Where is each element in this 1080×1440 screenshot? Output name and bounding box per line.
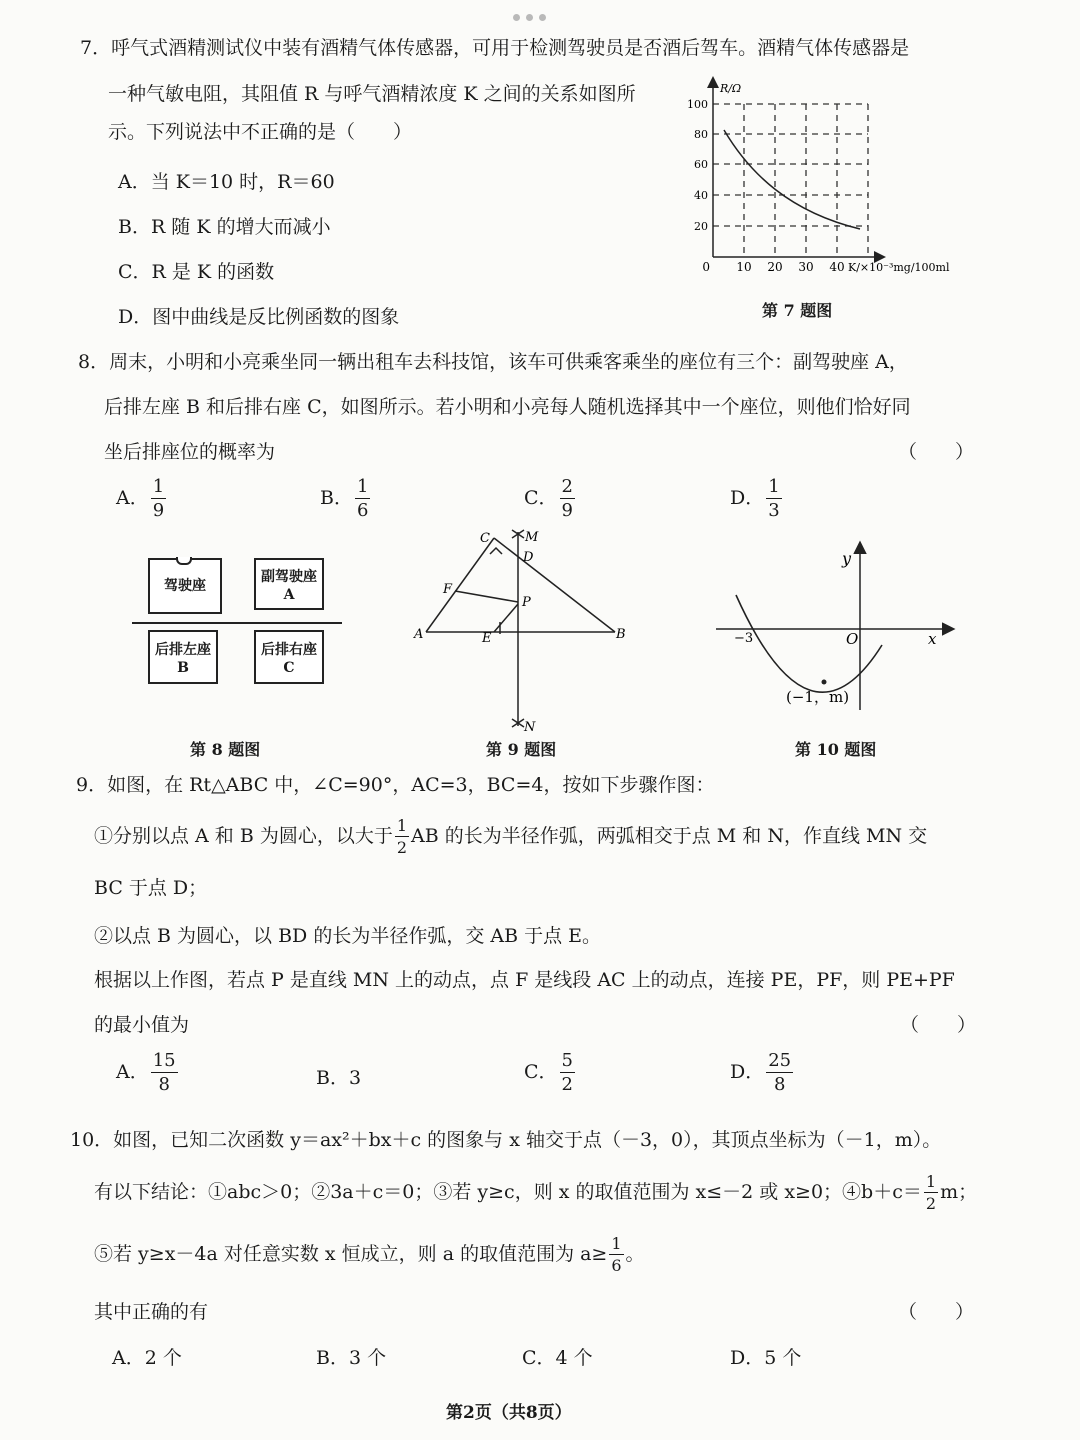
q10-answer-paren[interactable]: （ ）	[898, 1301, 975, 1323]
q7-option-b[interactable]: B．R 随 K 的增大而减小	[118, 216, 331, 238]
seat-driver: 驾驶座	[148, 558, 222, 614]
segment-ep	[494, 604, 518, 632]
q7-stem-line1: 7．呼气式酒精测试仪中装有酒精气体传感器，可用于检测驾驶员是否酒后驾车。酒精气体传感器是	[80, 37, 910, 59]
q9-stem-line3: BC 于点 D；	[94, 877, 208, 899]
q10-vertex-point	[822, 680, 827, 685]
label-e: E	[482, 631, 492, 646]
seat-copilot: 副驾驶座 A	[254, 558, 324, 610]
q7-option-c[interactable]: C．R 是 K 的函数	[118, 261, 275, 283]
q7-origin: 0	[702, 260, 710, 274]
q10-option-c[interactable]: C．4 个	[522, 1347, 593, 1369]
q10-stem-line1: 10．如图，已知二次函数 y＝ax²＋bx＋c 的图象与 x 轴交于点（－3，0），其顶点坐标为（－1，m）。	[70, 1129, 942, 1151]
more-dots-icon[interactable]	[510, 6, 549, 25]
q7-y-tick: 60	[694, 158, 708, 171]
q10-root-label: −3	[734, 631, 754, 646]
q9-option-a[interactable]: A． $\frac{15}{8}$	[116, 1050, 176, 1095]
q10-origin-label: O	[846, 630, 859, 648]
q7-x-axis-label: K/×10⁻³mg/100ml	[848, 261, 950, 274]
q9-figure-caption: 第 9 题图	[486, 740, 557, 759]
q7-y-tick: 100	[687, 98, 708, 111]
label-m: M	[525, 530, 539, 545]
segment-fp	[455, 591, 518, 602]
q8-option-d[interactable]: D． $\frac{1}{3}$	[730, 476, 780, 521]
q8-option-c[interactable]: C． $\frac{2}{9}$	[524, 476, 573, 521]
seat-rear-right: 后排右座 C	[254, 630, 324, 684]
q7-graph	[680, 74, 960, 284]
q10-option-b[interactable]: B．3 个	[316, 1347, 387, 1369]
q7-y-tick: 40	[694, 189, 708, 202]
q9-answer-paren[interactable]: （ ）	[900, 1014, 977, 1036]
label-f: F	[443, 582, 453, 597]
label-b: B	[616, 627, 626, 642]
label-n: N	[524, 720, 536, 734]
seat-divider	[132, 622, 342, 624]
q8-option-b[interactable]: B． $\frac{1}{6}$	[320, 476, 369, 521]
q7-grid	[713, 104, 868, 257]
label-d: D	[523, 550, 534, 565]
q8-option-a[interactable]: A． $\frac{1}{9}$	[116, 476, 165, 521]
page-footer: 第2页（共8页）	[446, 1403, 572, 1423]
q10-stem-line4: 其中正确的有	[94, 1301, 209, 1323]
q10-figure-caption: 第 10 题图	[795, 740, 877, 759]
q7-y-axis-label: R/Ω	[720, 82, 742, 95]
q10-y-label: y	[842, 549, 852, 568]
q9-stem-line6: 的最小值为	[94, 1014, 190, 1036]
q9-option-d[interactable]: D． $\frac{25}{8}$	[730, 1050, 792, 1095]
q7-y-tick: 20	[694, 220, 708, 233]
q7-x-tick: 20	[767, 260, 783, 274]
q9-option-b[interactable]: B．3	[316, 1067, 362, 1089]
right-angle-mark	[490, 548, 502, 554]
q9-option-c[interactable]: C． $\frac{5}{2}$	[524, 1050, 573, 1095]
q10-x-label: x	[928, 630, 937, 648]
q7-x-tick: 10	[736, 260, 752, 274]
q10-vertex-label: (−1，m)	[786, 688, 850, 706]
q10-option-d[interactable]: D．5 个	[730, 1347, 802, 1369]
q8-answer-paren[interactable]: （ ）	[898, 441, 975, 463]
q7-x-tick: 40	[829, 260, 845, 274]
q8-stem-line1: 8．周末，小明和小亮乘坐同一辆出租车去科技馆，该车可供乘客乘坐的座位有三个：副驾驶座 A，	[78, 351, 908, 373]
q9-stem-line4: ②以点 B 为圆心，以 BD 的长为半径作弧，交 AB 于点 E。	[94, 925, 601, 947]
q8-stem-line2: 后排左座 B 和后排右座 C，如图所示。若小明和小亮每人随机选择其中一个座位，则他们恰好同	[104, 396, 911, 418]
q9-triangle-figure	[410, 524, 640, 734]
seat-notch-icon	[176, 557, 192, 565]
q9-stem-line5: 根据以上作图，若点 P 是直线 MN 上的动点，点 F 是线段 AC 上的动点，连接 PE，PF，则 PE+PF	[94, 969, 955, 991]
segment-cb	[494, 538, 615, 632]
q7-figure-caption: 第 7 题图	[762, 301, 833, 320]
q10-stem-line2: 有以下结论：①abc＞0；②3a＋c＝0；③若 y≥c，则 x 的取值范围为 x≤－2 或 x≥0；④b＋c＝ $\frac{1}{2}$ m；	[94, 1172, 978, 1213]
q7-stem-line2: 一种气敏电阻，其阻值 R 与呼气酒精浓度 K 之间的关系如图所	[108, 83, 636, 105]
q10-option-a[interactable]: A．2 个	[112, 1347, 182, 1369]
q9-stem-line2: ①分别以点 A 和 B 为圆心，以大于 $\frac{1}{2}$ AB 的长为半径作弧，两弧相交于点 M 和 N，作直线 MN 交	[94, 816, 928, 857]
q7-x-tick: 30	[798, 260, 814, 274]
q8-stem-line3: 坐后排座位的概率为	[104, 441, 276, 463]
q9-stem-line1: 9．如图，在 Rt△ABC 中，∠C=90°，AC=3，BC=4，按如下步骤作图：	[76, 774, 715, 796]
q7-option-d[interactable]: D．图中曲线是反比例函数的图象	[118, 306, 400, 328]
q10-parabola-figure	[710, 540, 960, 720]
label-p: P	[522, 595, 531, 610]
q8-figure-caption: 第 8 题图	[190, 740, 261, 759]
label-c: C	[480, 531, 490, 546]
q7-option-a[interactable]: A．当 K＝10 时，R＝60	[118, 171, 335, 193]
label-a: A	[414, 627, 424, 642]
seat-rear-left: 后排左座 B	[148, 630, 218, 684]
q7-y-tick: 80	[694, 128, 708, 141]
q7-stem-line3: 示。下列说法中不正确的是（ ）	[108, 121, 413, 143]
q10-stem-line3: ⑤若 y≥x－4a 对任意实数 x 恒成立，则 a 的取值范围为 a≥ $\frac{1}{6}$ 。	[94, 1234, 645, 1275]
segment-ac	[426, 538, 494, 632]
